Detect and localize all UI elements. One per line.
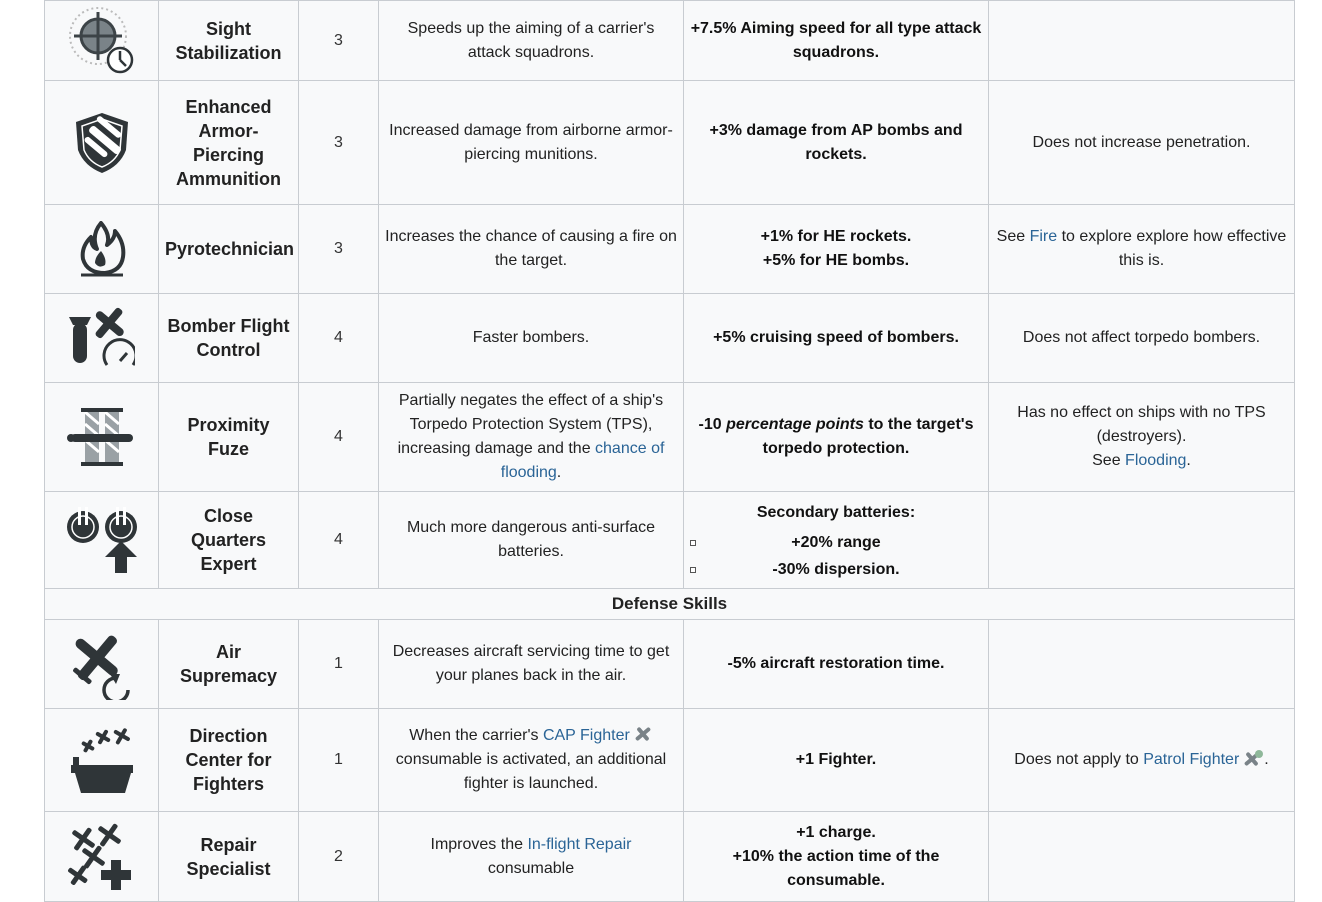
skill-notes: Does not affect torpedo bombers. — [989, 294, 1295, 383]
skill-effect: +1 Fighter. — [684, 709, 989, 812]
desc-text: When the carrier's — [409, 727, 543, 744]
skill-name: Close Quarters Expert — [159, 492, 299, 589]
skill-description — [379, 709, 684, 812]
notes-text: to explore explore how effective this is. — [1057, 228, 1287, 269]
effect-line: +1% for HE rockets. — [760, 228, 912, 245]
effect-list — [690, 529, 982, 583]
secondary-guns-icon — [65, 505, 139, 575]
skill-name: Bomber Flight Control — [159, 294, 299, 383]
bomber-speed-icon — [69, 303, 135, 373]
effect-text: -10 — [698, 416, 727, 433]
skill-notes — [989, 620, 1295, 709]
table-row — [45, 294, 1295, 383]
skill-effect: +5% cruising speed of bombers. — [684, 294, 989, 383]
skill-description: Speeds up the aiming of a carrier's attack squadrons. — [379, 1, 684, 81]
skill-tier: 4 — [299, 492, 379, 589]
skill-effect — [684, 205, 989, 294]
torpedo-fuze-icon — [67, 406, 137, 468]
desc-text: Improves the — [430, 835, 528, 853]
list-item: -30% dispersion. — [690, 556, 982, 583]
skill-notes — [989, 205, 1295, 294]
repair-planes-icon — [67, 822, 137, 892]
notes-text: . — [1264, 751, 1269, 768]
skill-icon-cell — [45, 492, 159, 589]
skill-notes — [989, 812, 1295, 902]
skill-tier: 1 — [299, 620, 379, 709]
skill-description: Increases the chance of causing a fire on the target. — [379, 205, 684, 294]
skill-icon-cell — [45, 1, 159, 81]
desc-text: consumable is activated, an additional fighter is launched. — [395, 751, 667, 792]
skill-name: Pyrotechnician — [159, 205, 299, 294]
skill-icon-cell — [45, 709, 159, 812]
notes-text: See — [996, 228, 1030, 245]
notes-text: Has no effect on ships with no TPS (destroyers). — [1017, 404, 1266, 445]
skill-effect: +3% damage from AP bombs and rockets. — [684, 81, 989, 205]
table-row — [45, 709, 1295, 812]
patrol-fighter-icon — [1242, 749, 1264, 767]
skill-notes — [989, 383, 1295, 492]
table-row — [45, 492, 1295, 589]
skill-icon-cell — [45, 812, 159, 902]
skill-tier: 3 — [299, 205, 379, 294]
skill-name: Direction Center for Fighters — [159, 709, 299, 812]
skill-name: Repair Specialist — [159, 812, 299, 902]
fire-link[interactable]: Fire — [1029, 228, 1058, 245]
skill-tier: 3 — [299, 1, 379, 81]
desc-text: Partially negates the effect of a ship's Torpedo Protection System (TPS), increasing damage and the — [397, 392, 664, 457]
fighter-plane-icon — [633, 725, 653, 743]
skill-icon-cell — [45, 81, 159, 205]
skill-icon-cell — [45, 205, 159, 294]
skill-notes — [989, 492, 1295, 589]
skills-table — [44, 0, 1295, 902]
table-row — [45, 383, 1295, 492]
table-row — [45, 620, 1295, 709]
skill-description: Decreases aircraft servicing time to get your planes back in the air. — [379, 620, 684, 709]
armor-piercing-shield-icon — [72, 110, 132, 176]
skill-tier: 3 — [299, 81, 379, 205]
fire-icon — [77, 221, 127, 277]
skill-icon-cell — [45, 294, 159, 383]
skill-icon-cell — [45, 620, 159, 709]
chance-of-flooding-link[interactable]: chance of flooding — [500, 440, 665, 481]
list-item: +20% range — [690, 529, 982, 556]
notes-text: See — [1092, 452, 1126, 469]
patrol-fighter-link[interactable]: Patrol Fighter — [1143, 751, 1240, 768]
skill-effect — [684, 492, 989, 589]
aircraft-restore-icon — [66, 628, 138, 700]
skill-effect: +7.5% Aiming speed for all type attack squadrons. — [684, 1, 989, 81]
carrier-fighters-icon — [69, 725, 135, 795]
skill-tier: 4 — [299, 294, 379, 383]
section-title: Defense Skills — [45, 589, 1295, 620]
skill-description — [379, 812, 684, 902]
skill-name: Air Supremacy — [159, 620, 299, 709]
table-row — [45, 205, 1295, 294]
effect-emphasis: percentage points — [726, 416, 864, 433]
effect-line: +10% the action time of the consumable. — [732, 847, 940, 889]
skill-effect — [684, 812, 989, 902]
effect-line: +1 charge. — [796, 823, 876, 841]
effect-line: +5% for HE bombs. — [762, 252, 910, 269]
table-row — [45, 812, 1295, 902]
table-row — [45, 81, 1295, 205]
skill-description: Much more dangerous anti-surface batteries. — [379, 492, 684, 589]
sight-stabilization-icon — [66, 4, 138, 78]
skill-tier: 4 — [299, 383, 379, 492]
skill-notes: Does not increase penetration. — [989, 81, 1295, 205]
skill-tier: 1 — [299, 709, 379, 812]
cap-fighter-link[interactable]: CAP Fighter — [542, 727, 630, 744]
skill-name: Sight Stabilization — [159, 1, 299, 81]
skill-icon-cell — [45, 383, 159, 492]
in-flight-repair-link[interactable]: In-flight Repair — [527, 835, 632, 853]
desc-text: . — [556, 464, 562, 481]
effect-text: to the target's torpedo protection. — [762, 416, 974, 457]
skill-effect — [684, 383, 989, 492]
skill-description: Increased damage from airborne armor-piercing munitions. — [379, 81, 684, 205]
skill-effect: -5% aircraft restoration time. — [684, 620, 989, 709]
flooding-link[interactable]: Flooding — [1125, 452, 1187, 469]
notes-text: . — [1186, 452, 1191, 469]
notes-text: Does not apply to — [1014, 751, 1144, 768]
table-row — [45, 1, 1295, 81]
desc-text: consumable — [487, 859, 575, 877]
skill-description: Faster bombers. — [379, 294, 684, 383]
section-header-row — [45, 589, 1295, 620]
skill-name: Enhanced Armor-Piercing Ammunition — [159, 81, 299, 205]
skill-description — [379, 383, 684, 492]
skill-name: Proximity Fuze — [159, 383, 299, 492]
effect-heading: Secondary batteries: — [756, 504, 916, 521]
skill-notes — [989, 709, 1295, 812]
skill-notes — [989, 1, 1295, 81]
skill-tier: 2 — [299, 812, 379, 902]
